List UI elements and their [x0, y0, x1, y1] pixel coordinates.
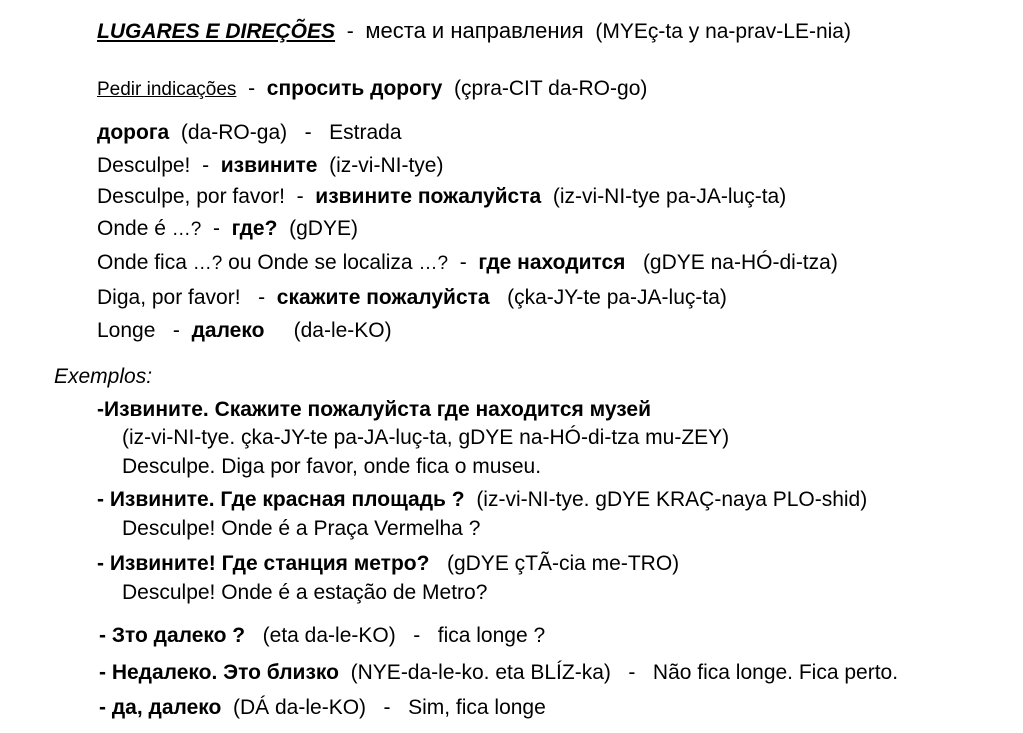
- vocab-portuguese: Onde fica: [97, 251, 187, 274]
- example-russian: - Извините. Где красная площадь ?: [97, 488, 465, 511]
- example-russian: -Извините. Скажите пожалуйста где находится музей: [97, 398, 651, 421]
- separator: -: [202, 154, 210, 177]
- example-line: [97, 551, 679, 577]
- example-russian: - Извините! Где станция метро?: [97, 552, 430, 575]
- separator: -: [413, 624, 421, 647]
- example-pronunciation: (iz-vi-NI-tye. gDYE KRAÇ-naya PLO-shid): [476, 488, 868, 511]
- vocab-russian: извините: [220, 154, 318, 177]
- example-pronunciation: (gDYE çTÃ-cia me-TRO): [446, 552, 680, 575]
- vocab-portuguese: Onde é: [97, 217, 166, 240]
- vocab-pronunciation: (gDYE): [289, 217, 358, 240]
- vocab-russian: дорога: [97, 121, 170, 144]
- example-line: [99, 623, 545, 649]
- vocab-portuguese: Desculpe, por favor!: [97, 185, 285, 208]
- section-title: LUGARES E DIREÇÕES: [97, 20, 336, 43]
- example-russian: - да, далеко: [99, 696, 222, 719]
- example-portuguese: Desculpe! Onde é a estação de Metro?: [122, 581, 488, 604]
- vocab-russian: извините пожалуйста: [315, 185, 542, 208]
- separator: -: [304, 121, 312, 144]
- example-portuguese: Sim, fica longe: [408, 696, 546, 719]
- separator: -: [212, 217, 220, 240]
- vocab-line: [97, 318, 392, 344]
- title-pronunciation: (MYEç-ta y na-prav-LE-nia): [595, 20, 851, 43]
- ellipsis: …?: [418, 253, 449, 274]
- examples-label: Exemplos:: [54, 365, 153, 388]
- vocab-russian: скажите пожалуйста: [276, 286, 490, 309]
- separator: -: [296, 185, 304, 208]
- example-pronunciation: (NYE-da-le-ko. eta BLÍZ-ka): [350, 661, 611, 684]
- separator: -: [628, 661, 636, 684]
- separator: -: [258, 286, 266, 309]
- vocab-line: [97, 120, 402, 146]
- vocab-line: [97, 250, 838, 277]
- vocab-pronunciation: (çka-JY-te pa-JA-luç-ta): [507, 286, 727, 309]
- ellipsis: …?: [171, 219, 202, 240]
- example-pronunciation: (iz-vi-NI-tye. çka-JY-te pa-JA-luç-ta, gDYE na-HÓ-di-tza mu-ZEY): [122, 426, 730, 449]
- vocab-pronunciation: (da-RO-ga): [180, 121, 288, 144]
- vocab-pronunciation: (iz-vi-NI-tye pa-JA-luç-ta): [552, 185, 787, 208]
- title-russian: места и направления: [365, 18, 584, 43]
- example-portuguese: Desculpe! Onde é a Praça Vermelha ?: [122, 517, 481, 540]
- example-line: [97, 487, 867, 513]
- vocab-portuguese-alt: ou Onde se localiza: [228, 251, 413, 274]
- vocab-portuguese: Desculpe!: [97, 154, 191, 177]
- separator: -: [172, 319, 180, 342]
- separator: -: [383, 696, 391, 719]
- subheader-russian: спросить дорогу: [266, 77, 443, 100]
- vocab-portuguese: Estrada: [329, 121, 402, 144]
- vocab-pronunciation: (iz-vi-NI-tye): [329, 154, 444, 177]
- header-line: [97, 18, 851, 45]
- example-line: [99, 660, 898, 686]
- vocab-line: [97, 153, 443, 179]
- vocab-russian: где находится: [478, 251, 626, 274]
- subheader-line: [97, 76, 647, 103]
- separator: -: [459, 251, 467, 274]
- example-portuguese: Desculpe. Diga por favor, onde fica o museu.: [122, 455, 542, 478]
- vocab-line: [97, 285, 727, 311]
- vocab-line: [97, 216, 358, 243]
- vocab-russian: где?: [231, 217, 278, 240]
- example-pronunciation: (DÁ da-le-KO): [233, 696, 367, 719]
- example-portuguese: fica longe ?: [437, 624, 546, 647]
- vocab-portuguese: Diga, por favor!: [97, 286, 241, 309]
- vocab-pronunciation: (da-le-KO): [293, 319, 392, 342]
- separator: -: [346, 20, 354, 43]
- ellipsis: …?: [192, 253, 223, 274]
- vocab-line: [97, 184, 786, 210]
- separator: -: [248, 77, 256, 100]
- vocab-portuguese: Longe: [97, 319, 156, 342]
- vocab-russian: далеко: [191, 319, 265, 342]
- example-russian: - Недалеко. Это близко: [99, 661, 339, 684]
- subheader-pronunciation: (çpra-CIT da-RO-go): [454, 77, 648, 100]
- example-pronunciation: (eta da-le-KO): [262, 624, 396, 647]
- example-portuguese: Não fica longe. Fica perto.: [652, 661, 899, 684]
- subheader-label: Pedir indicações: [97, 79, 237, 100]
- example-russian: - Зто далеко ?: [99, 624, 246, 647]
- example-line: [99, 695, 546, 721]
- vocab-pronunciation: (gDYE na-HÓ-di-tza): [642, 251, 838, 274]
